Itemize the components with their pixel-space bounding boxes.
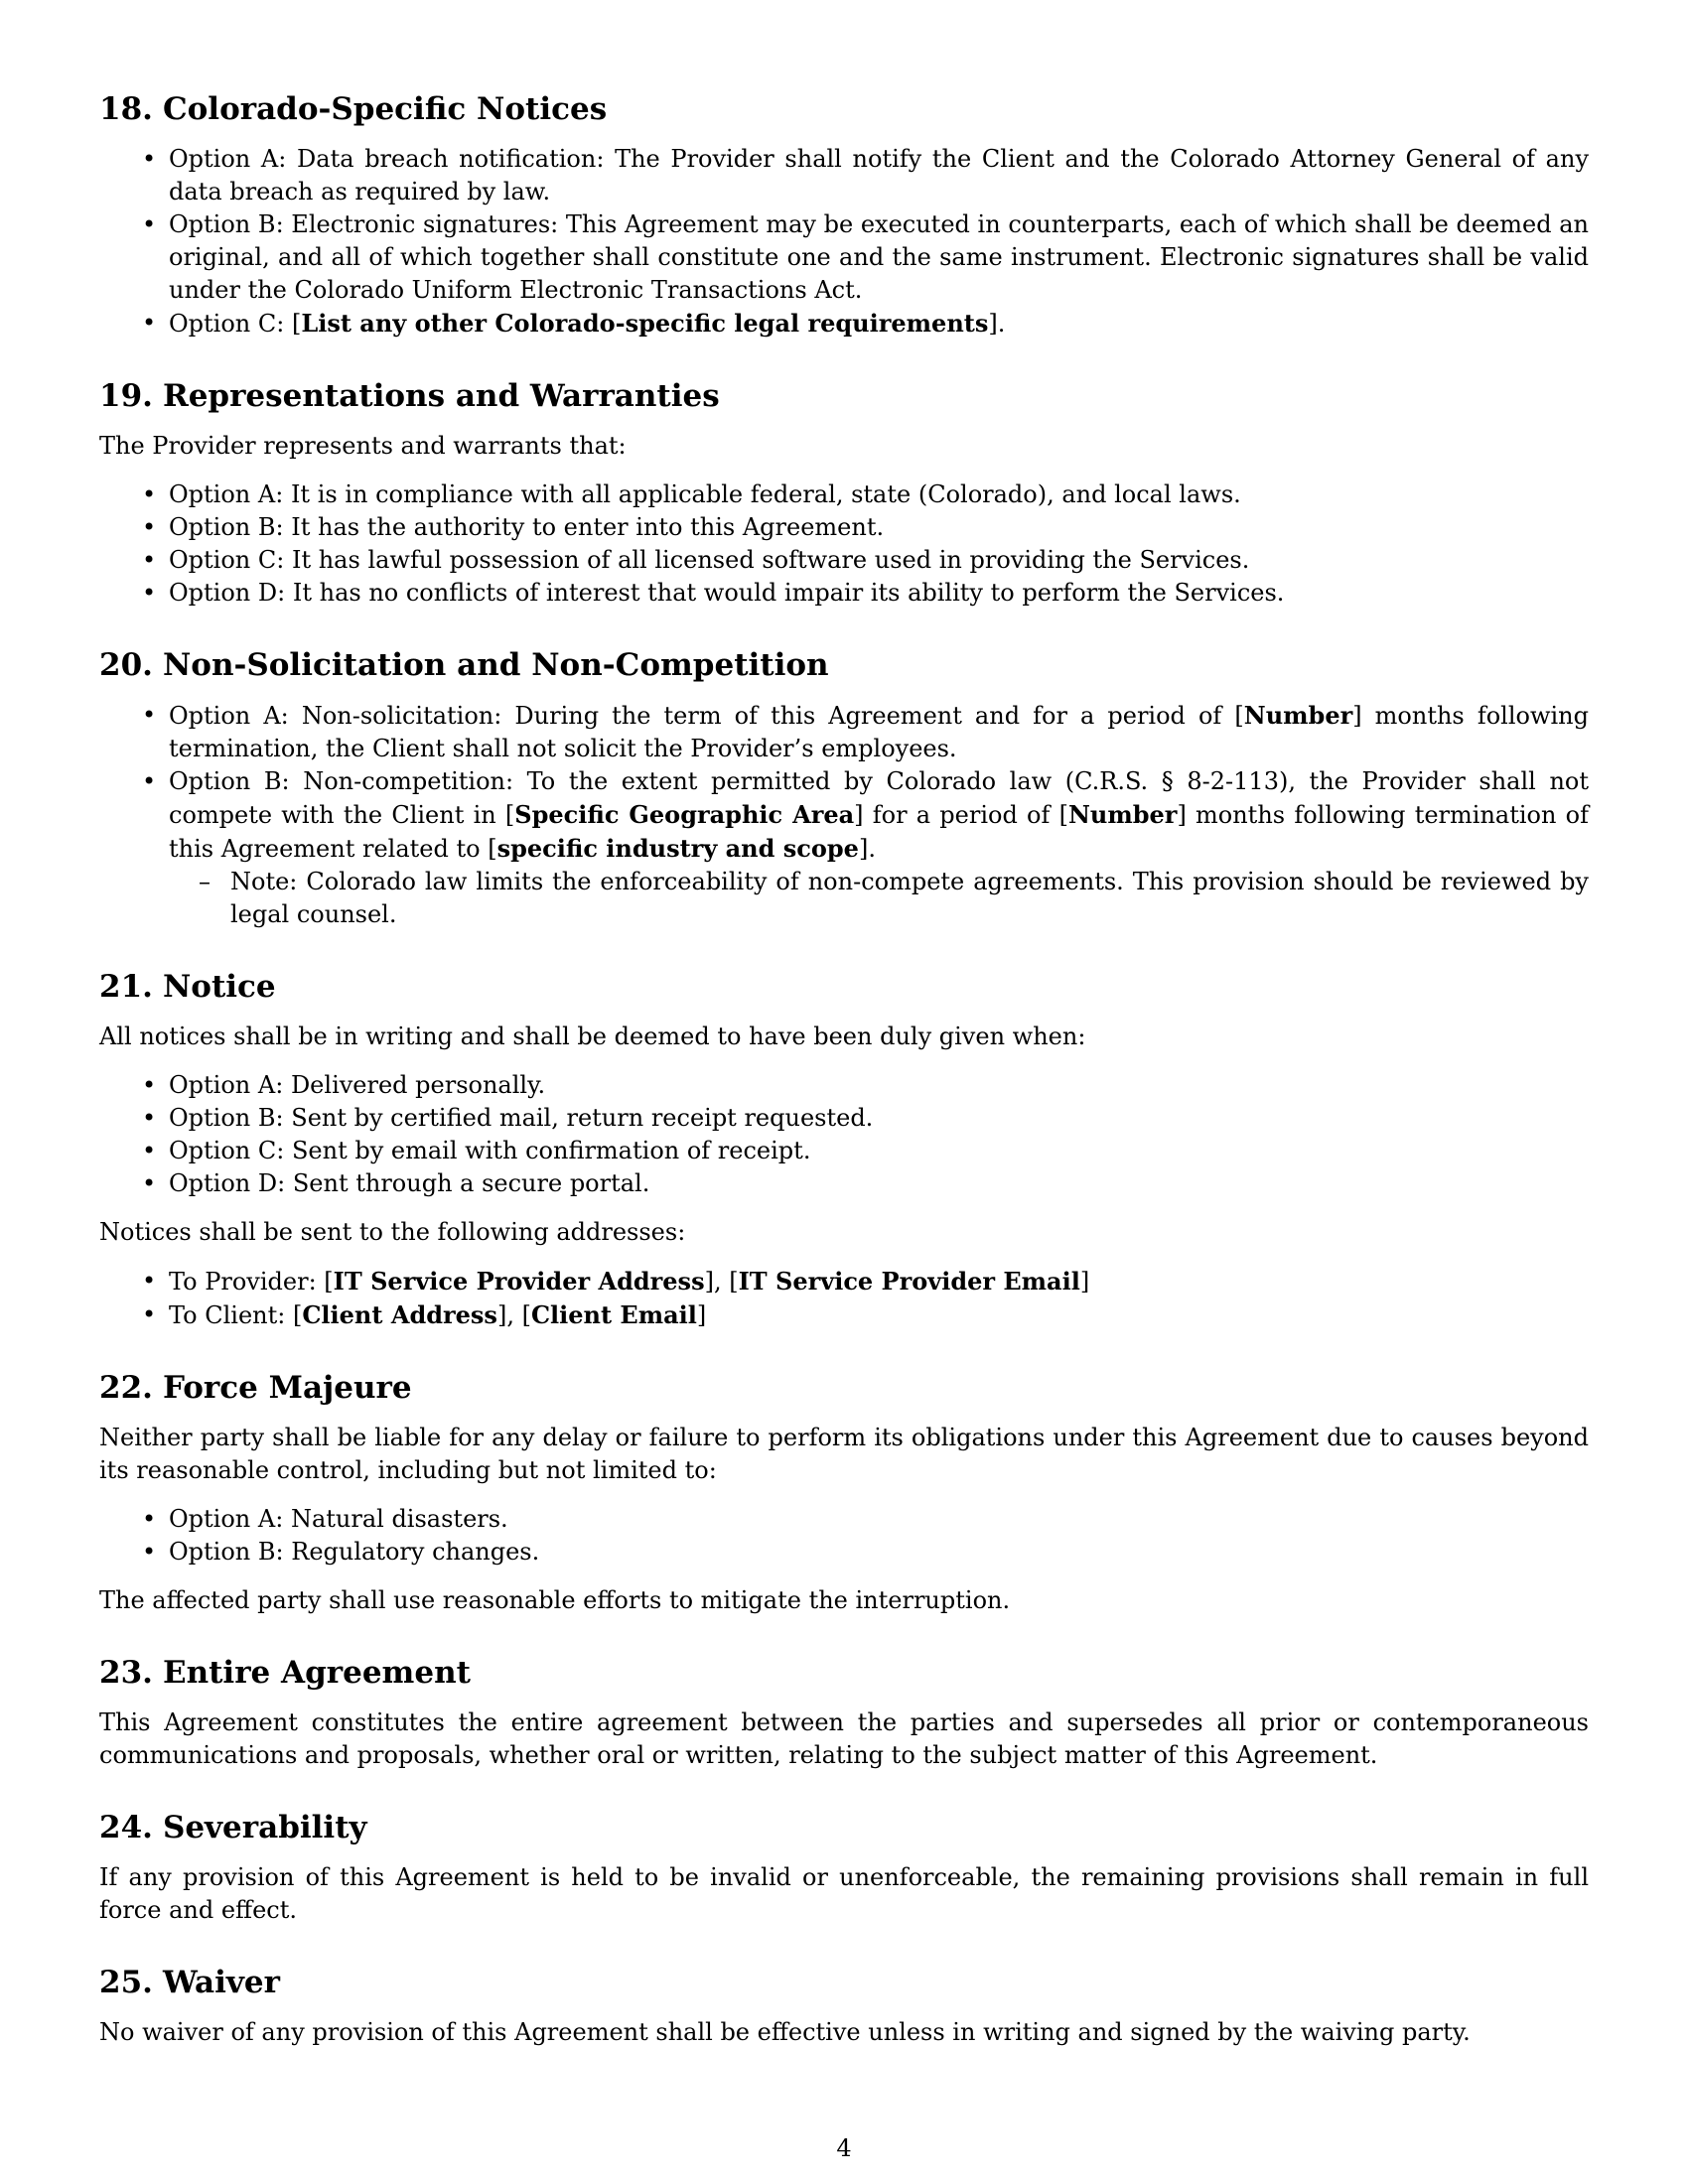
- section-heading: 19. Representations and Warranties: [99, 378, 720, 414]
- client-address-item: • To Client: [Client Address], [Client Email]: [99, 1298, 1589, 1332]
- addresses-intro: Notices shall be sent to the following addresses:: [99, 1218, 686, 1246]
- section-title: Force Majeure: [162, 1370, 412, 1406]
- section-19: [99, 376, 1589, 610]
- placeholder-field: IT Service Provider Address: [333, 1267, 705, 1296]
- section-intro: All notices shall be in writing and shall be deemed to have been duly given when:: [99, 1023, 1086, 1050]
- section-text: This Agreement constitutes the entire agreement between the parties and supersedes all prior or contemporaneous communications and proposals, whether oral or written, relating to the subject matter of this Agreement.: [99, 1708, 1589, 1769]
- list-item: • Option C: Sent by email with confirmation of receipt.: [99, 1135, 1589, 1167]
- list-item: • Option A: Delivered personally.: [99, 1069, 1589, 1102]
- list-item: • Option B: Regulatory changes.: [99, 1536, 1589, 1569]
- list-item: • Option A: It is in compliance with all applicable federal, state (Colorado), and local laws.: [99, 478, 1589, 511]
- option-list: [99, 1503, 1589, 1569]
- sub-list: [169, 866, 1589, 931]
- section-18: [99, 89, 1589, 341]
- section-intro: Neither party shall be liable for any delay or failure to perform its obligations under this Agreement due to causes beyond its reasonable control, including but not limited to:: [99, 1424, 1589, 1484]
- section-20: [99, 645, 1589, 931]
- section-outro: The affected party shall use reasonable efforts to mitigate the interruption.: [99, 1586, 1011, 1614]
- provider-address-item: • To Provider: [IT Service Provider Address], [IT Service Provider Email]: [99, 1265, 1589, 1298]
- section-heading: 18. Colorado-Specific Notices: [99, 91, 608, 127]
- document-page: [99, 89, 1589, 2085]
- section-title: Colorado-Specific Notices: [162, 91, 608, 127]
- list-item: • Option B: It has the authority to enter into this Agreement.: [99, 511, 1589, 544]
- section-24: [99, 1808, 1589, 1927]
- section-heading: 24. Severability: [99, 1810, 367, 1845]
- section-heading: 22. Force Majeure: [99, 1370, 412, 1406]
- section-title: Severability: [162, 1810, 367, 1845]
- section-heading: 20. Non-Solicitation and Non-Competition: [99, 647, 829, 683]
- section-title: Notice: [162, 969, 276, 1005]
- placeholder-field: List any other Colorado-specific legal requirements: [301, 309, 989, 338]
- option-list: [99, 478, 1589, 610]
- option-list: [99, 699, 1589, 931]
- list-item: • Option C: [List any other Colorado-specific legal requirements].: [99, 307, 1589, 341]
- list-item: • Option D: It has no conflicts of interest that would impair its ability to perform the Services.: [99, 577, 1589, 610]
- section-title: Entire Agreement: [162, 1655, 471, 1691]
- list-item: • Option C: It has lawful possession of all licensed software used in providing the Services.: [99, 544, 1589, 577]
- list-item: • Option A: Data breach notification: The Provider shall notify the Client and the Colorado Attorney General of any data breach as required by law.: [99, 143, 1589, 208]
- option-list: [99, 143, 1589, 341]
- page-number: 4: [836, 2134, 852, 2162]
- placeholder-field: Number: [1243, 701, 1353, 730]
- list-item: • Option A: Non-solicitation: During the term of this Agreement and for a period of [Number] months following termination, the Client shall not solicit the Provider’s employees.: [99, 699, 1589, 765]
- section-heading: 25. Waiver: [99, 1965, 280, 2000]
- section-text: No waiver of any provision of this Agreement shall be effective unless in writing and signed by the waiving party.: [99, 2018, 1471, 2046]
- section-title: Non-Solicitation and Non-Competition: [162, 647, 829, 683]
- section-heading: 21. Notice: [99, 969, 276, 1005]
- placeholder-field: specific industry and scope: [496, 834, 859, 863]
- placeholder-field: Client Email: [530, 1300, 697, 1329]
- list-item: • Option B: Electronic signatures: This Agreement may be executed in counterparts, each of which shall be deemed an original, and all of which together shall constitute one and the same instrument. Electronic signatures shall be valid under the Colorado Uniform Electronic Transactions Act.: [99, 208, 1589, 307]
- option-list: [99, 1069, 1589, 1200]
- section-text: If any provision of this Agreement is held to be invalid or unenforceable, the remaining provisions shall remain in full force and effect.: [99, 1863, 1589, 1924]
- section-title: Representations and Warranties: [162, 378, 720, 414]
- section-21: [99, 967, 1589, 1332]
- list-item: • Option B: Non-competition: To the extent permitted by Colorado law (C.R.S. § 8-2-113), the Provider shall not compete with the Client in [Specific Geographic Area] for a period of [Number] months following termination of this Agreement related to [specific industry and scope]. – Note: Colorado law limits the enforceability of non-compete agreements. This provision should be reviewed by legal counsel.: [99, 765, 1589, 931]
- placeholder-field: IT Service Provider Email: [738, 1267, 1080, 1296]
- list-item: • Option B: Sent by certified mail, return receipt requested.: [99, 1102, 1589, 1135]
- section-heading: 23. Entire Agreement: [99, 1655, 471, 1691]
- section-22: [99, 1368, 1589, 1617]
- placeholder-field: Specific Geographic Area: [514, 800, 855, 829]
- placeholder-field: Client Address: [302, 1300, 497, 1329]
- list-item: • Option D: Sent through a secure portal.: [99, 1167, 1589, 1200]
- placeholder-field: Number: [1067, 800, 1178, 829]
- section-23: [99, 1653, 1589, 1772]
- section-intro: The Provider represents and warrants that:: [99, 432, 627, 460]
- note-item: – Note: Colorado law limits the enforceability of non-compete agreements. This provision should be reviewed by legal counsel.: [169, 866, 1589, 931]
- section-25: [99, 1963, 1589, 2049]
- list-item: • Option A: Natural disasters.: [99, 1503, 1589, 1536]
- address-list: [99, 1265, 1589, 1332]
- section-title: Waiver: [162, 1965, 280, 2000]
